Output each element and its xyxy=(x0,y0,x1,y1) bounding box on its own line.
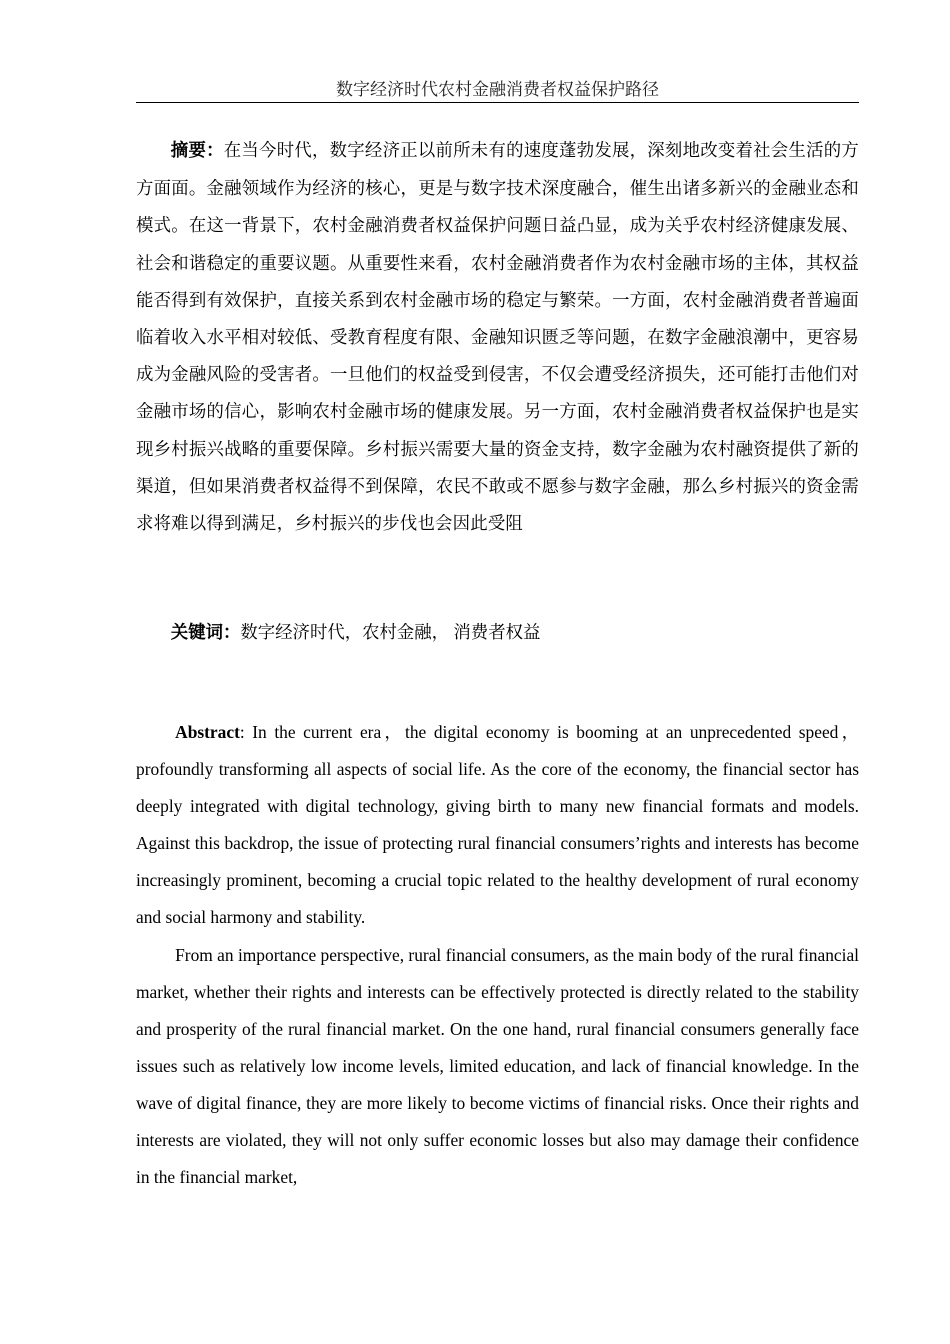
chinese-abstract-text: 在当今时代，数字经济正以前所未有的速度蓬勃发展，深刻地改变着社会生活的方方面面。金融领域作为经济的核心，更是与数字技术深度融合，催生出诸多新兴的金融业态和模式。在这一背景下，农村金融消费者权益保护问题日益凸显，成为关乎农村经济健康发展、社会和谐稳定的重要议题。从重要性来看，农村金融消费者作为农村金融市场的主体，其权益能否得到有效保护，直接关系到农村金融市场的稳定与繁荣。一方面，农村金融消费者普遍面临着收入水平相对较低、受教育程度有限、金融知识匮乏等问题，在数字金融浪潮中，更容易成为金融风险的受害者。一旦他们的权益受到侵害，不仅会遭受经济损失，还可能打击他们对金融市场的信心，影响农村金融市场的健康发展。另一方面，农村金融消费者权益保护也是实现乡村振兴战略的重要保障。乡村振兴需要大量的资金支持，数字金融为农村融资提供了新的渠道，但如果消费者权益得不到保障，农民不敢或不愿参与数字金融，那么乡村振兴的资金需求将难以得到满足，乡村振兴的步伐也会因此受阻 xyxy=(136,140,859,534)
running-header-title: 数字经济时代农村金融消费者权益保护路径 xyxy=(136,78,859,103)
english-abstract-paragraph-2: From an importance perspective, rural financial consumers, as the main body of the rural financial market, whether their rights and interests can be effectively protected is directly related to the stability and prosperity of the rural financial market. On the one hand, rural financial consumers generally face issues such as relatively low income levels, limited education, and lack of financial knowledge. In the wave of digital finance, they are more likely to become victims of financial risks. Once their rights and interests are violated, they will not only suffer economic losses but also may damage their confidence in the financial market, xyxy=(136,944,859,1188)
english-abstract-paragraph-1 xyxy=(136,714,859,937)
keywords-text: 数字经济时代，农村金融， 消费者权益 xyxy=(240,622,541,642)
chinese-abstract-paragraph xyxy=(136,132,859,542)
keywords-label: 关键词： xyxy=(170,623,241,643)
english-abstract-label: Abstract xyxy=(175,722,240,742)
english-abstract-text-1: : In the current era，the digital economy is booming at an unprecedented speed，profoundly transforming all aspects of social life. As the core of the economy, the financial sector has deeply integrated with digital technology, giving birth to many new financial formats and models. Against this backdrop, the issue of protecting rural financial consumers’rights and interests has become increasingly prominent, becoming a crucial topic related to the healthy development of rural economy and social harmony and stability. xyxy=(136,722,859,928)
keywords-line xyxy=(136,614,859,652)
english-abstract xyxy=(136,714,859,1196)
chinese-abstract-label: 摘要： xyxy=(170,141,224,161)
